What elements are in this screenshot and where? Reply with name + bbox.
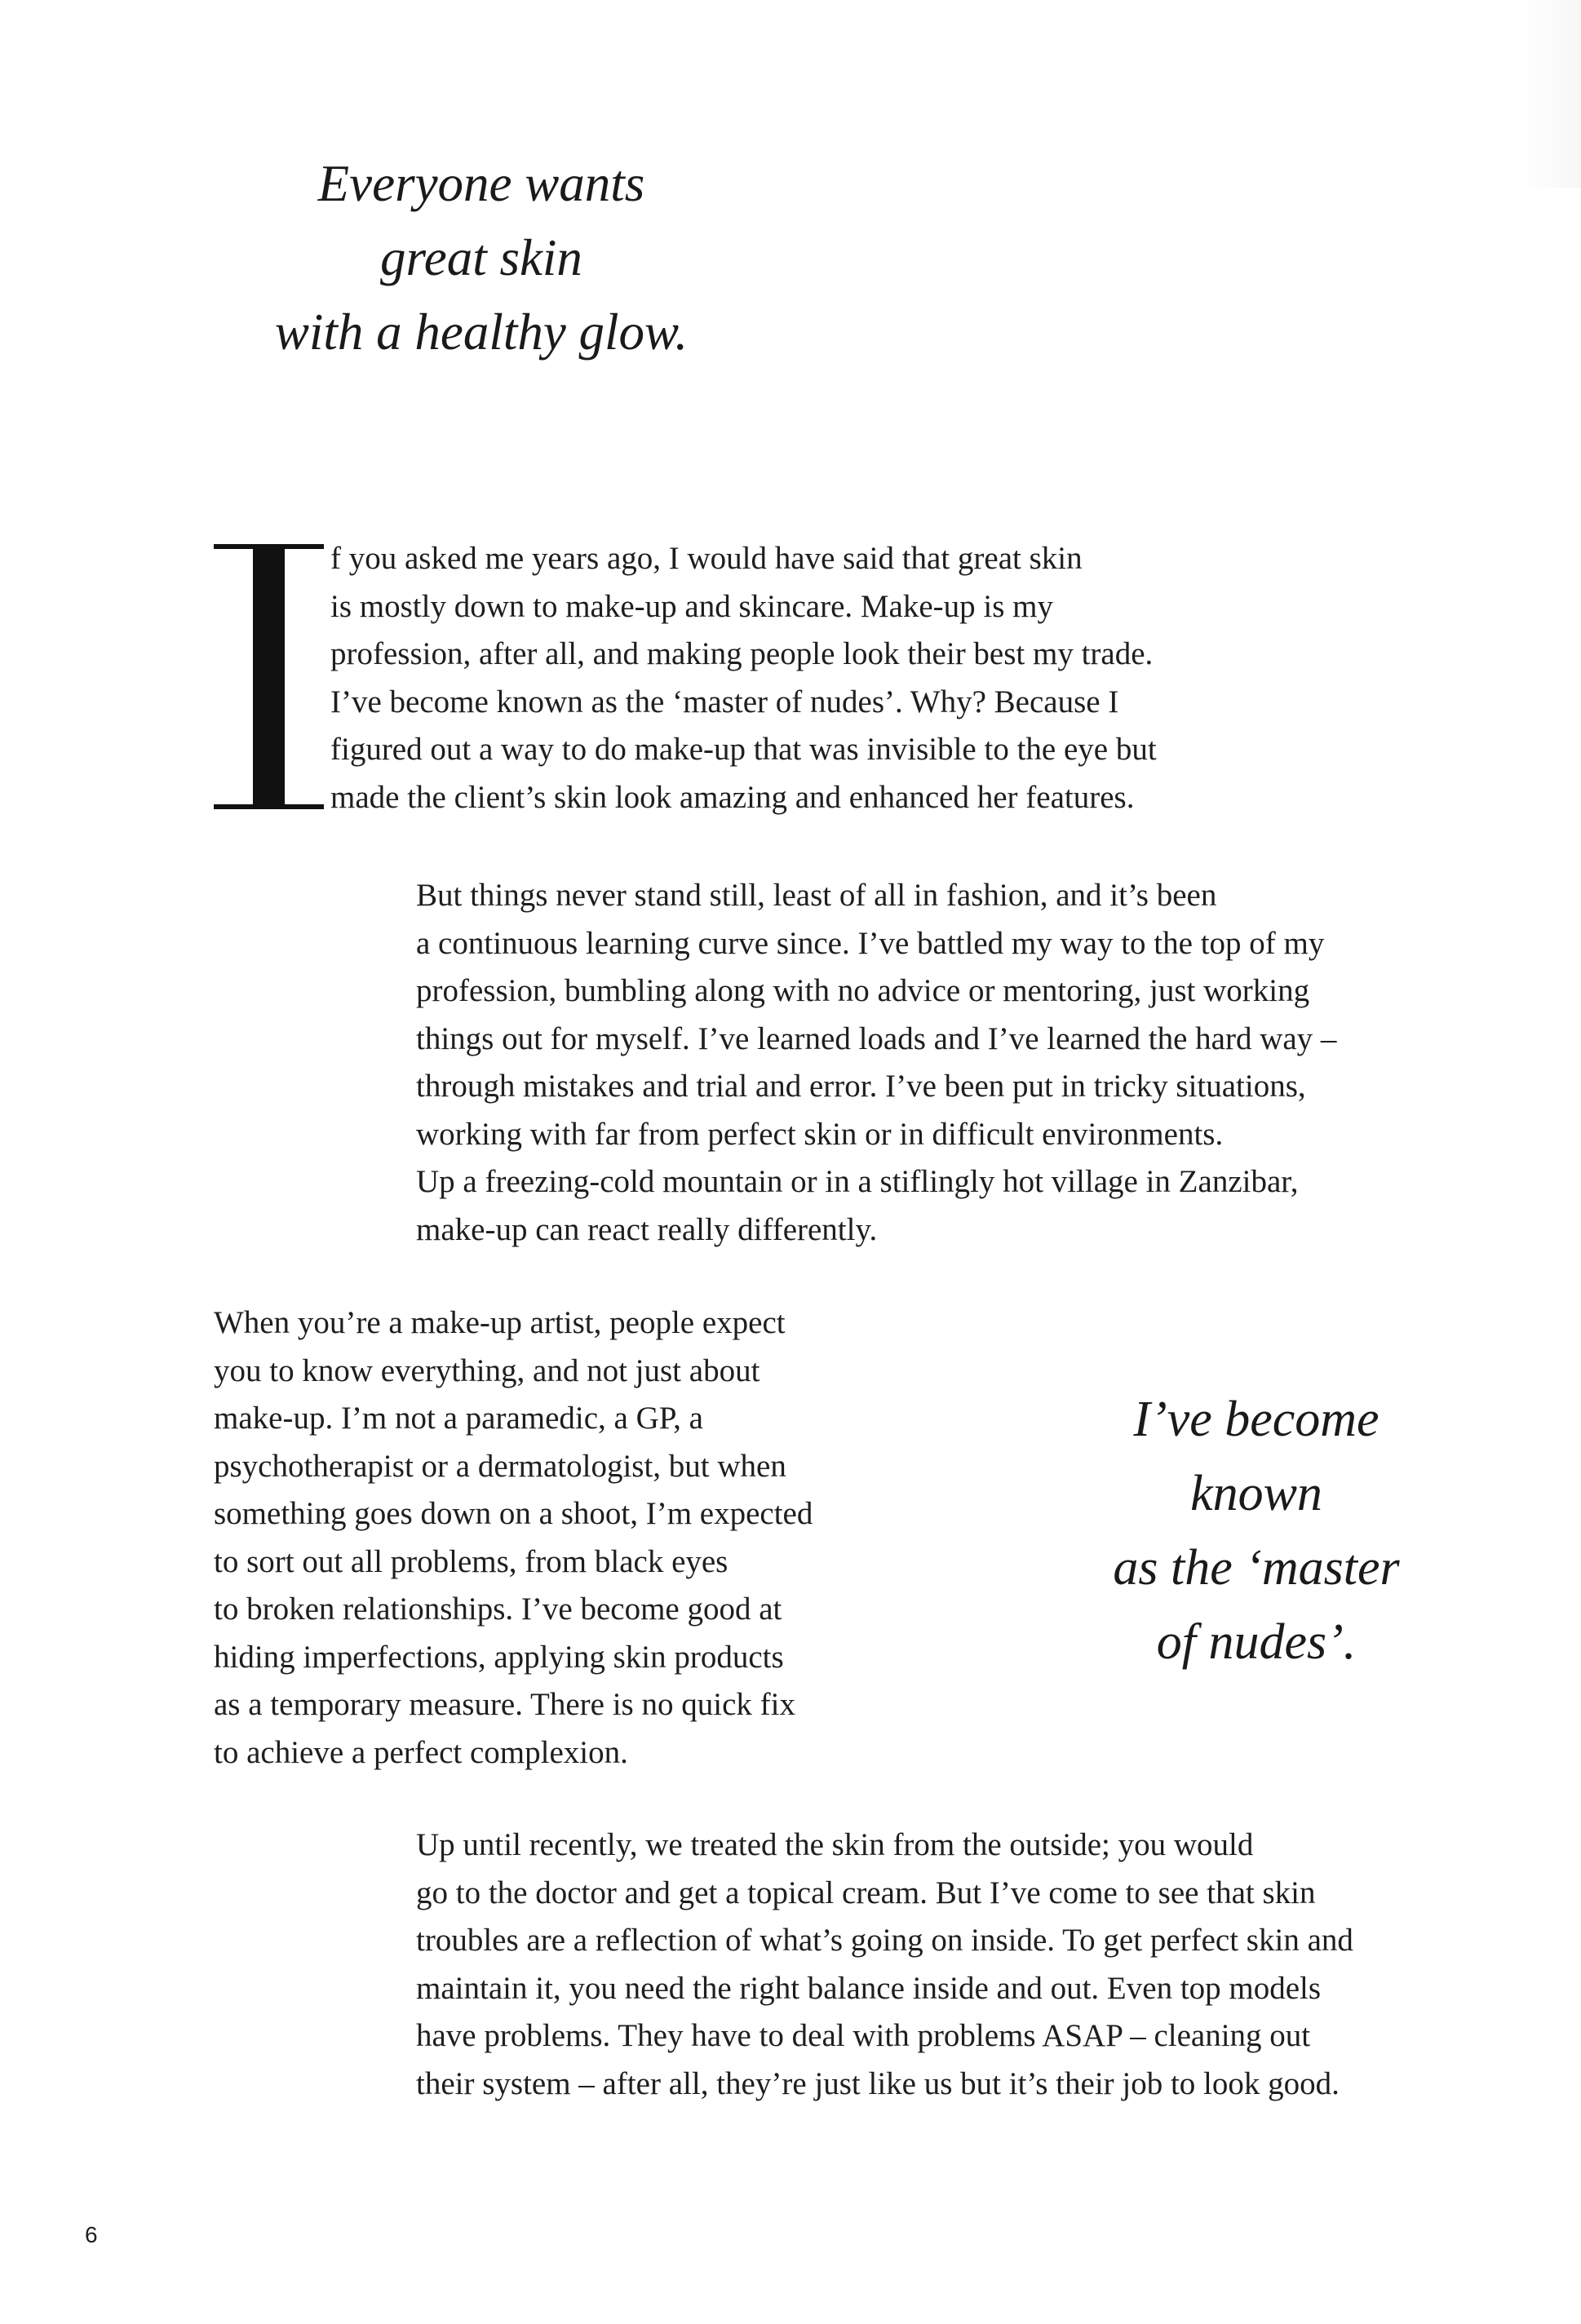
pull-quote-line: of nudes’. [1156, 1614, 1357, 1670]
page-number: 6 [85, 2222, 98, 2247]
text-line: When you’re a make-up artist, people expect [214, 1305, 786, 1340]
drop-cap [214, 544, 324, 809]
paragraph-makeup-artist [214, 1299, 948, 1777]
intro-paragraph [330, 535, 1358, 821]
text-line: make-up. I’m not a paramedic, a GP, a [214, 1401, 703, 1436]
headline-line: Everyone wants [317, 155, 645, 212]
drop-cap-letter: I [267, 701, 270, 710]
text-line: a continuous learning curve since. I’ve battled my way to the top of my [416, 925, 1325, 961]
text-line: to broken relationships. I’ve become good at [214, 1591, 782, 1627]
text-line: Up until recently, we treated the skin from the outside; you would [416, 1827, 1254, 1862]
text-line: as a temporary measure. There is no quick fix [214, 1687, 795, 1722]
headline-line: great skin [380, 229, 582, 286]
text-line: maintain it, you need the right balance inside and out. Even top models [416, 1970, 1322, 2006]
text-line: profession, bumbling along with no advice or mentoring, just working [416, 973, 1310, 1008]
text-line: to achieve a perfect complexion. [214, 1734, 628, 1770]
pull-quote [1040, 1383, 1472, 1680]
text-line: figured out a way to do make-up that was invisible to the eye but [330, 732, 1157, 767]
text-line: you to know everything, and not just about [214, 1352, 760, 1388]
page-edge-shadow [1524, 0, 1581, 188]
text-line: Up a freezing-cold mountain or in a stiflingly hot village in Zanzibar, [416, 1164, 1299, 1199]
text-line: have problems. They have to deal with problems ASAP – cleaning out [416, 2018, 1311, 2053]
text-line: their system – after all, they’re just like us but it’s their job to look good. [416, 2065, 1340, 2101]
text-line: But things never stand still, least of all in fashion, and it’s been [416, 878, 1217, 913]
text-line: profession, after all, and making people look their best my trade. [330, 636, 1154, 671]
headline [188, 147, 775, 370]
headline-line: with a healthy glow. [274, 303, 689, 361]
text-line: go to the doctor and get a topical cream. But I’ve come to see that skin [416, 1875, 1316, 1910]
text-line: hiding imperfections, applying skin products [214, 1639, 784, 1675]
text-line: troubles are a reflection of what’s going on inside. To get perfect skin and [416, 1923, 1353, 1958]
text-line: is mostly down to make-up and skincare. Make-up is my [330, 588, 1054, 624]
paragraph-inside-out [416, 1822, 1501, 2108]
text-line: psychotherapist or a dermatologist, but when [214, 1448, 786, 1484]
pull-quote-line: known [1190, 1466, 1322, 1521]
text-line: to sort out all problems, from black eyes [214, 1543, 728, 1579]
text-line: working with far from perfect skin or in difficult environments. [416, 1116, 1224, 1152]
text-line: make-up can react really differently. [416, 1211, 878, 1247]
text-line: f you asked me years ago, I would have said that great skin [330, 541, 1083, 576]
paragraph-learning-curve [416, 872, 1501, 1254]
text-line: I’ve become known as the ‘master of nudes’. Why? Because I [330, 684, 1119, 719]
pull-quote-line: I’ve become [1133, 1392, 1380, 1447]
pull-quote-line: as the ‘master [1113, 1540, 1400, 1596]
text-line: something goes down on a shoot, I’m expected [214, 1496, 813, 1531]
text-line: through mistakes and trial and error. I’ve been put in tricky situations, [416, 1069, 1306, 1104]
text-line: things out for myself. I’ve learned loads and I’ve learned the hard way – [416, 1020, 1337, 1056]
text-line: made the client’s skin look amazing and enhanced her features. [330, 779, 1135, 815]
